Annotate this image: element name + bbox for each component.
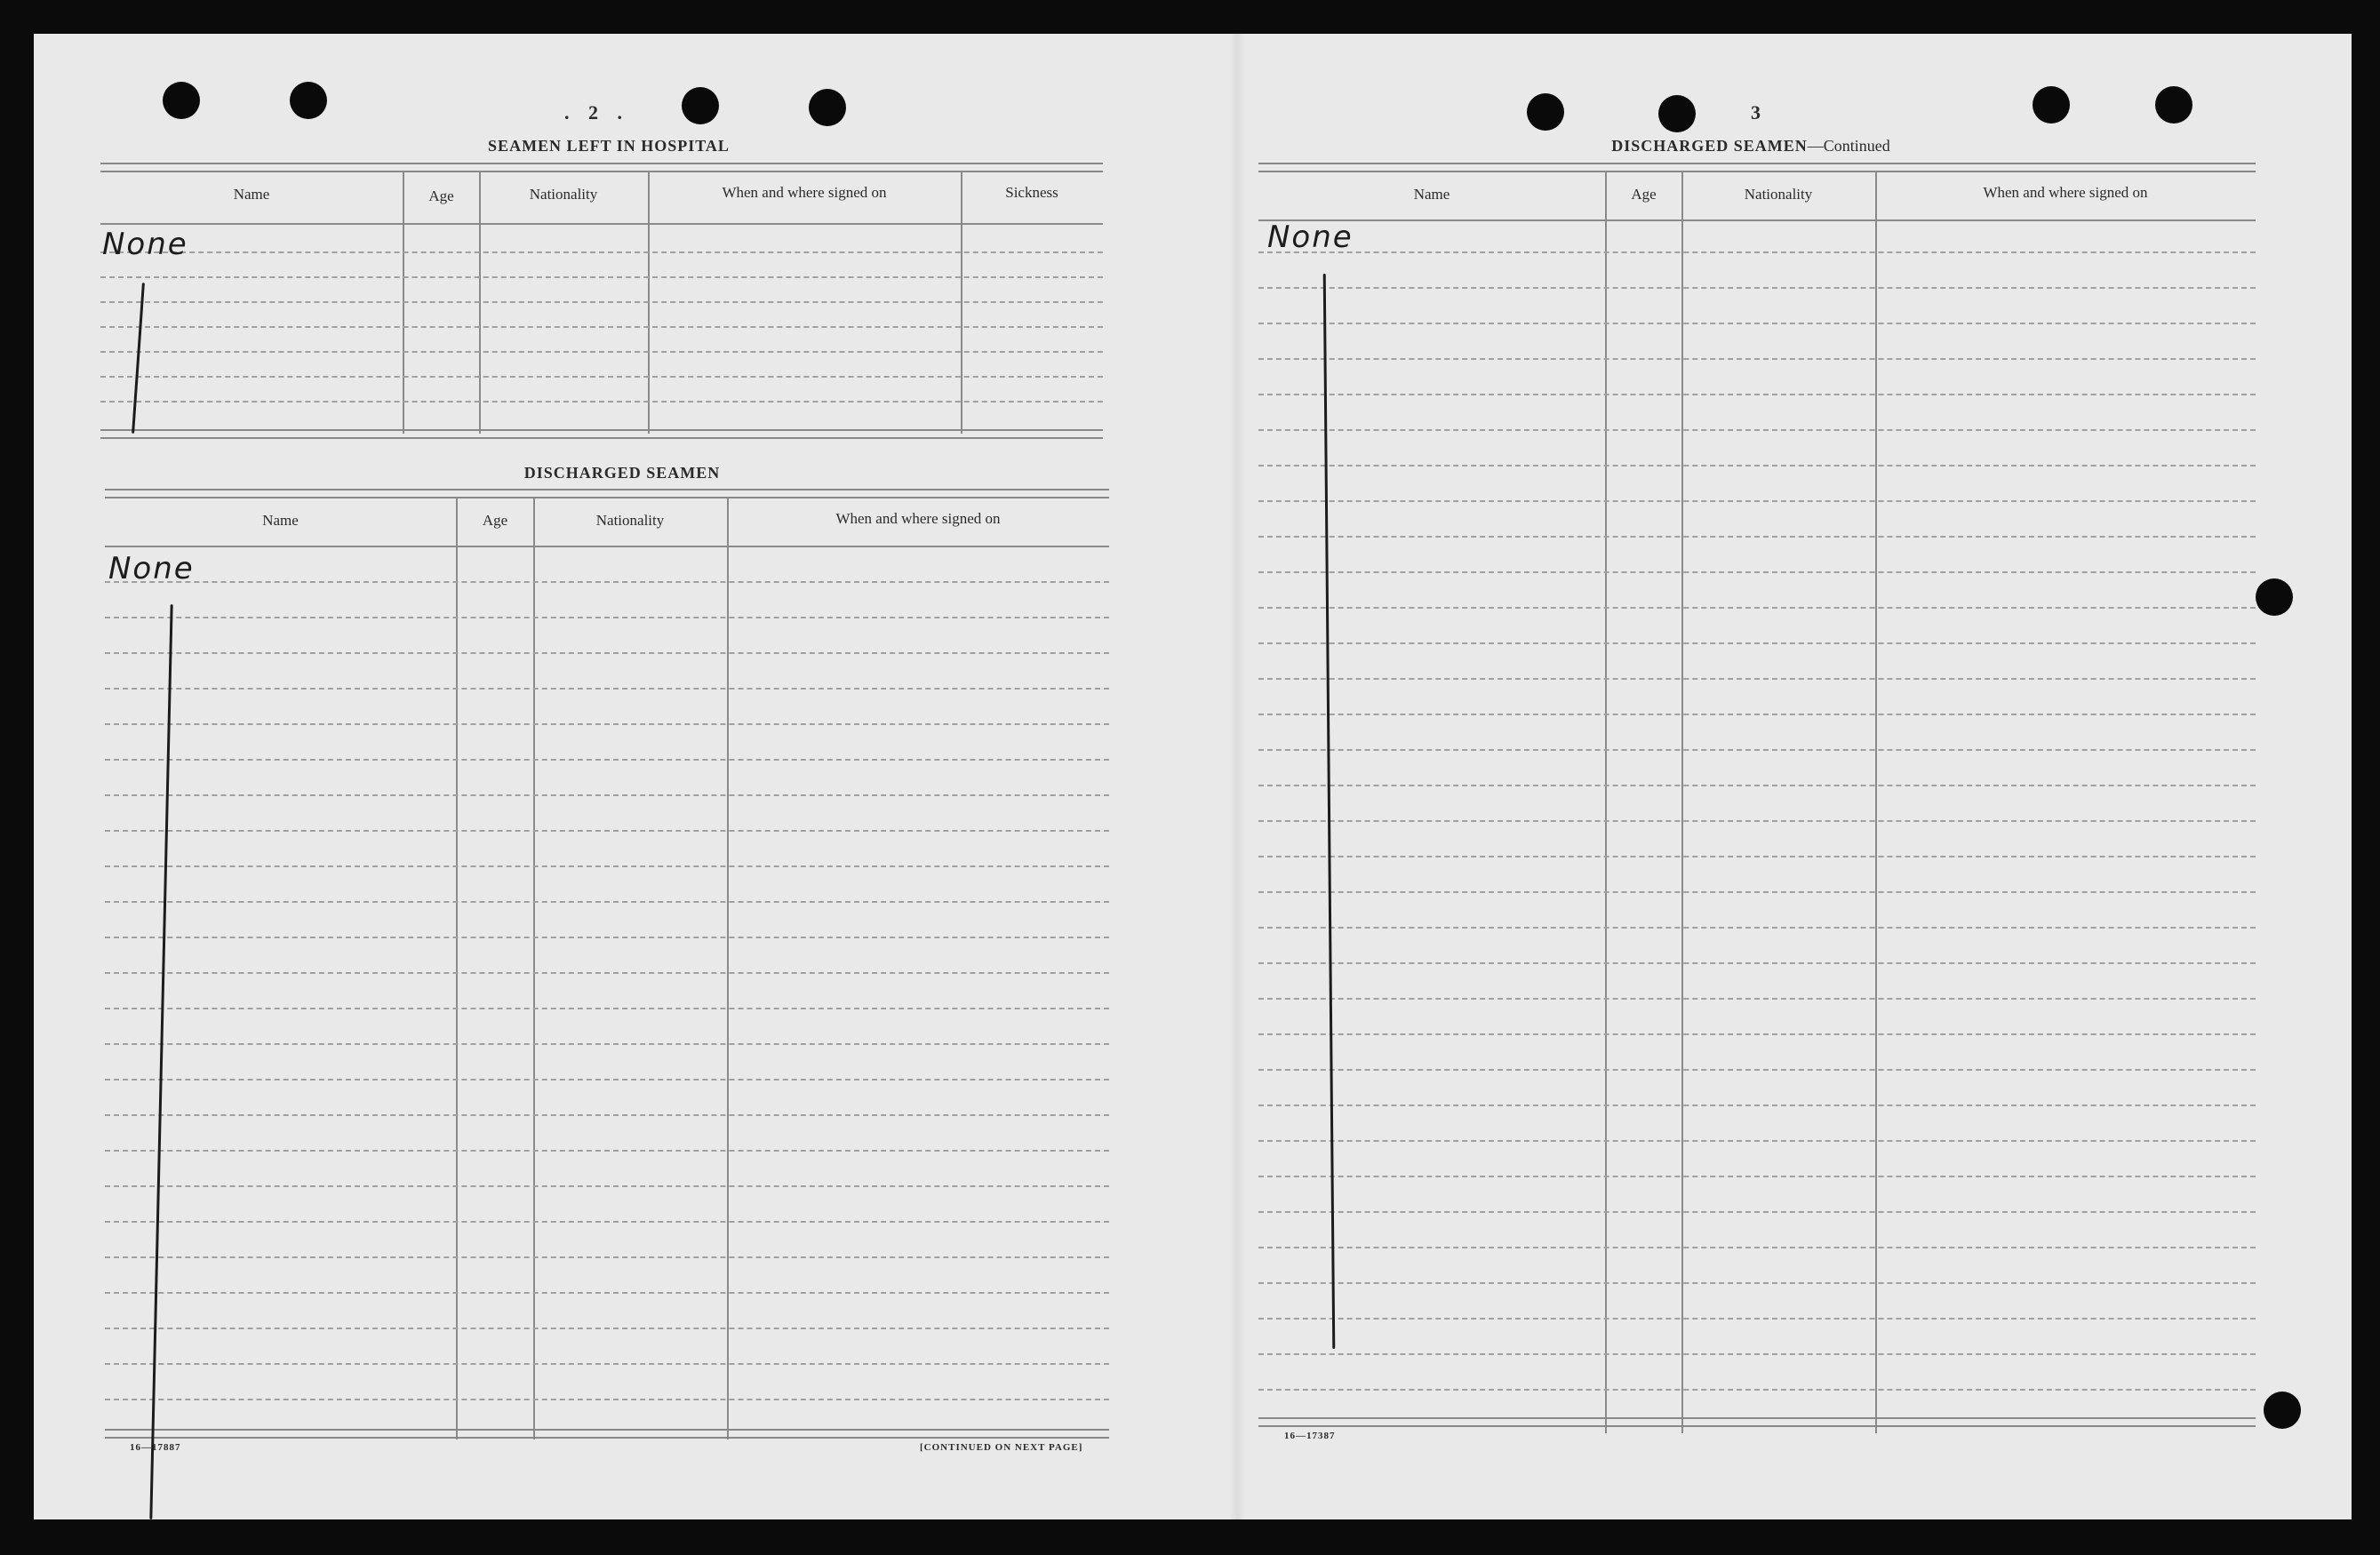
discharged-section-title: DISCHARGED SEAMEN [523,464,721,482]
punch-hole [1658,95,1696,132]
punch-hole [1527,93,1564,131]
handwritten-none: None [108,551,195,586]
hospital-section-title: SEAMEN LEFT IN HOSPITAL [488,137,730,155]
discharged-title-text: DISCHARGED SEAMEN [1611,137,1808,155]
page-fold [1229,34,1245,1519]
column-header-nationality: Nationality [529,186,598,203]
continued-suffix: —Continued [1807,137,1890,155]
handwritten-none: None [1267,219,1354,255]
punch-hole [2264,1392,2301,1429]
handwritten-none: None [102,227,188,262]
column-header-name: Name [1413,186,1450,203]
column-header-nationality: Nationality [1744,186,1813,203]
punch-hole [2155,86,2192,124]
column-header-when-where: When and where signed on [835,510,1001,527]
punch-hole [163,82,200,119]
discharged-table-right [1258,163,2256,1433]
continued-note: [CONTINUED ON NEXT PAGE] [920,1442,1083,1453]
punch-hole [2256,578,2293,616]
column-header-nationality: Nationality [595,512,665,529]
column-header-age: Age [482,512,508,529]
hospital-table [100,163,1103,438]
column-header-when-where: When and where signed on [1983,184,2148,201]
form-number: 16—17887 [130,1442,181,1453]
column-header-when-where: When and where signed on [722,184,887,201]
column-header-age: Age [428,187,454,204]
discharged-continued-title [1564,137,1937,156]
form-number: 16—17387 [1284,1431,1336,1441]
column-header-name: Name [262,512,299,529]
column-header-name: Name [233,186,270,203]
punch-hole [2033,86,2070,124]
page-number: 3 [1751,101,1768,124]
column-header-age: Age [1631,186,1657,203]
discharged-table-left [105,489,1109,1439]
column-header-sickness: Sickness [1005,184,1058,201]
punch-hole [809,89,846,126]
punch-hole [290,82,327,119]
punch-hole [682,87,719,124]
page-number: . 2 . [564,101,629,124]
